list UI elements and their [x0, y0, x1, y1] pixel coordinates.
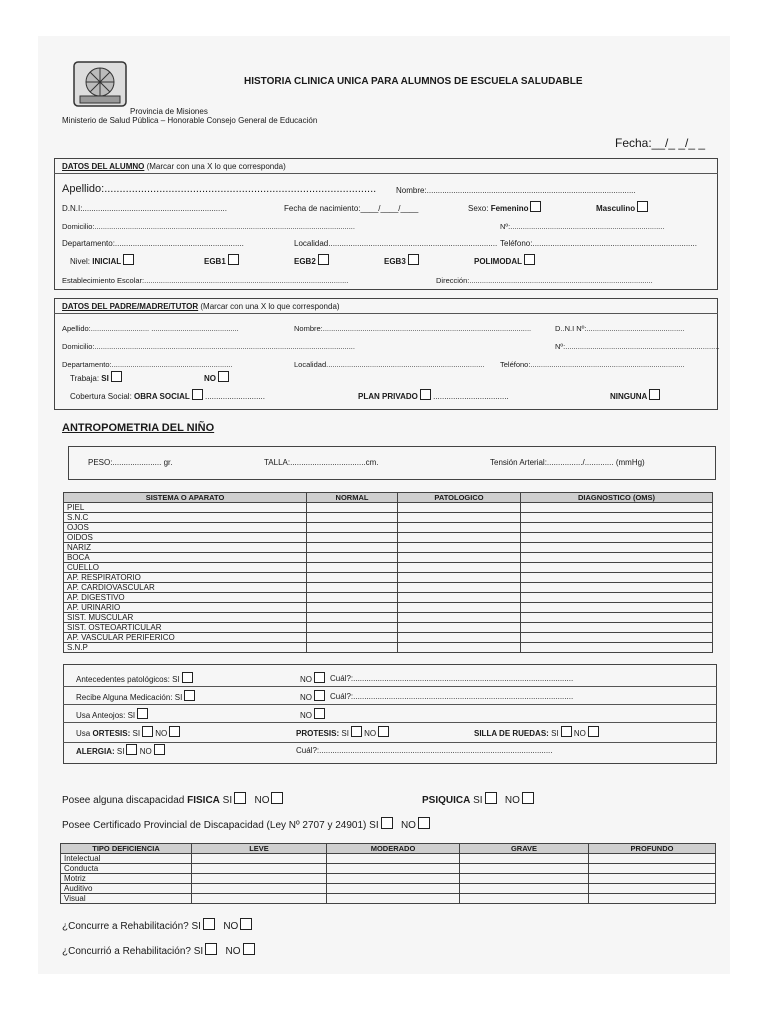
- sistema-name-cell: SIST. MUSCULAR: [64, 613, 307, 623]
- medicacion-cual-field[interactable]: Cuál?:...................................................................................................: [330, 692, 574, 701]
- protesis-label: PROTESIS:: [296, 729, 340, 738]
- sistema-name-cell: AP. DIGESTIVO: [64, 593, 307, 603]
- col-header: MODERADO: [327, 844, 460, 854]
- egb1-label: EGB1: [204, 257, 226, 266]
- ant-pat-no-checkbox[interactable]: [314, 672, 325, 683]
- table-row: [64, 593, 713, 603]
- medicacion-no-label: NO: [300, 693, 312, 702]
- trabaja-si-label: SI: [101, 374, 109, 383]
- egb1-group: [204, 254, 239, 266]
- alergia-no-checkbox[interactable]: [154, 744, 165, 755]
- patologico-cell[interactable]: [398, 623, 521, 633]
- nivel-inicial-group: [70, 254, 134, 266]
- alergia-si-checkbox[interactable]: [126, 744, 137, 755]
- trabaja-si-checkbox[interactable]: [111, 371, 122, 382]
- certificado-si-checkbox[interactable]: [381, 817, 393, 829]
- psiquica-label: PSIQUICA: [422, 795, 471, 806]
- form-title: HISTORIA CLINICA UNICA PARA ALUMNOS DE ESCUELA SALUDABLE: [244, 76, 583, 87]
- plan-privado-field[interactable]: ..................................: [433, 392, 509, 401]
- normal-cell[interactable]: [307, 503, 398, 513]
- alumno-heading: DATOS DEL ALUMNO: [62, 162, 145, 171]
- patologico-cell[interactable]: [398, 643, 521, 653]
- padre-departamento-field[interactable]: Departamento:..........................................................: [62, 360, 233, 369]
- col-header: DIAGNOSTICO (OMS): [521, 493, 713, 503]
- normal-cell[interactable]: [307, 603, 398, 613]
- egb2-checkbox[interactable]: [318, 254, 329, 265]
- establecimiento-field[interactable]: Establecimiento Escolar:..................................................................................................: [62, 276, 349, 285]
- patologico-cell[interactable]: [398, 513, 521, 523]
- protesis-no-label: NO: [364, 729, 377, 738]
- alumno-departamento-field[interactable]: Departamento:..........................................................: [62, 239, 244, 248]
- protesis-si-checkbox[interactable]: [351, 726, 362, 737]
- diagnostico-cell[interactable]: [521, 603, 713, 613]
- concurre-no-label: NO: [223, 921, 239, 932]
- table-row: [64, 603, 713, 613]
- alumno-apellido-field[interactable]: Apellido:.........................................................................................: [62, 183, 377, 195]
- polimodal-group: [474, 254, 535, 266]
- fisica-si-label: SI: [222, 795, 233, 806]
- tension-field[interactable]: Tensión Arterial:................/............. (mmHg): [490, 458, 645, 467]
- divider: [63, 704, 717, 705]
- sistema-name-cell: CUELLO: [64, 563, 307, 573]
- diagnostico-cell[interactable]: [521, 593, 713, 603]
- ninguna-checkbox[interactable]: [649, 389, 660, 400]
- inicial-label: INICIAL: [92, 257, 122, 266]
- concurrio-label: ¿Concurrió a Rehabilitación? SI: [62, 946, 204, 957]
- fisica-no-checkbox[interactable]: [271, 792, 283, 804]
- table-row: [64, 633, 713, 643]
- ant-pat-no-group: [300, 672, 325, 684]
- normal-cell[interactable]: [307, 533, 398, 543]
- moderado-cell[interactable]: [327, 884, 460, 894]
- medicacion-label: Recibe Alguna Medicación: SI: [76, 693, 183, 702]
- protesis-no-checkbox[interactable]: [378, 726, 389, 737]
- ant-pat-no-label: NO: [300, 675, 312, 684]
- deficiencia-type-cell: Motriz: [61, 874, 192, 884]
- antropometria-heading: ANTROPOMETRIA DEL NIÑO: [62, 422, 215, 434]
- medicacion-no-group: [300, 690, 325, 702]
- sistemas-header-row: [64, 493, 713, 503]
- grave-cell[interactable]: [460, 854, 589, 864]
- patologico-cell[interactable]: [398, 573, 521, 583]
- moderado-cell[interactable]: [327, 854, 460, 864]
- table-row: [61, 854, 716, 864]
- leve-cell[interactable]: [192, 874, 327, 884]
- usa-label: Usa: [76, 729, 91, 738]
- normal-cell[interactable]: [307, 633, 398, 643]
- alumno-localidad-field[interactable]: Localidad............................................................................: [294, 239, 498, 248]
- divider: [54, 173, 718, 174]
- table-row: [64, 533, 713, 543]
- crest-logo: [70, 60, 130, 110]
- grave-cell[interactable]: [460, 864, 589, 874]
- anteojos-no-group: [300, 708, 325, 720]
- alumno-direccion-field[interactable]: Dirección:........................................................................................: [436, 276, 653, 285]
- diagnostico-cell[interactable]: [521, 503, 713, 513]
- anteojos-no-checkbox[interactable]: [314, 708, 325, 719]
- plan-privado-label: PLAN PRIVADO: [358, 392, 418, 401]
- anteojos-no-label: NO: [300, 711, 312, 720]
- egb3-label: EGB3: [384, 257, 406, 266]
- cobertura-label: Cobertura Social:: [70, 392, 132, 401]
- padre-numero-field[interactable]: Nº:..........................................................................: [555, 342, 720, 351]
- table-row: [64, 643, 713, 653]
- discapacidad-label: Posee alguna discapacidad: [62, 795, 185, 806]
- table-row: [61, 884, 716, 894]
- nivel-label: Nivel:: [70, 257, 91, 266]
- polimodal-checkbox[interactable]: [524, 254, 535, 265]
- table-row: [61, 894, 716, 904]
- padre-nombre-field[interactable]: Nombre:....................................................................................................: [294, 324, 532, 333]
- table-row: [64, 573, 713, 583]
- divider: [54, 313, 718, 314]
- divider: [63, 722, 717, 723]
- sistema-name-cell: S.N.P: [64, 643, 307, 653]
- alergia-si-label: SI: [116, 747, 125, 756]
- egb2-label: EGB2: [294, 257, 316, 266]
- ortesis-no-checkbox[interactable]: [169, 726, 180, 737]
- table-row: [64, 553, 713, 563]
- province-label: Provincia de Misiones: [130, 107, 208, 116]
- fecha-field[interactable]: Fecha:__/_ _/_ _: [615, 136, 706, 150]
- grave-cell[interactable]: [460, 884, 589, 894]
- col-header: SISTEMA O APARATO: [64, 493, 307, 503]
- normal-cell[interactable]: [307, 523, 398, 533]
- protesis-group: [296, 726, 389, 738]
- grave-cell[interactable]: [460, 874, 589, 884]
- alumno-heading-note: (Marcar con una X lo que corresponda): [144, 162, 286, 171]
- diagnostico-cell[interactable]: [521, 633, 713, 643]
- diagnostico-cell[interactable]: [521, 533, 713, 543]
- anteojos-label: Usa Anteojos: SI: [76, 711, 136, 720]
- silla-si-checkbox[interactable]: [561, 726, 572, 737]
- normal-cell[interactable]: [307, 613, 398, 623]
- patologico-cell[interactable]: [398, 563, 521, 573]
- table-row: [61, 874, 716, 884]
- ninguna-label: NINGUNA: [610, 392, 648, 401]
- silla-no-label: NO: [573, 729, 586, 738]
- medicacion-no-checkbox[interactable]: [314, 690, 325, 701]
- profundo-cell[interactable]: [589, 874, 716, 884]
- plan-privado-group: [358, 389, 509, 401]
- padre-apellido-field[interactable]: Apellido:............................ ..........................................: [62, 324, 239, 333]
- normal-cell[interactable]: [307, 563, 398, 573]
- trabaja-no-group: [204, 371, 229, 383]
- deficiencia-header-row: [61, 844, 716, 854]
- patologico-cell[interactable]: [398, 613, 521, 623]
- profundo-cell[interactable]: [589, 854, 716, 864]
- moderado-cell[interactable]: [327, 874, 460, 884]
- patologico-cell[interactable]: [398, 543, 521, 553]
- psiquica-si-label: SI: [473, 795, 483, 806]
- sistema-name-cell: S.N.C: [64, 513, 307, 523]
- sistema-name-cell: NARIZ: [64, 543, 307, 553]
- concurre-si-checkbox[interactable]: [203, 918, 215, 930]
- padre-localidad-field[interactable]: Localidad............................................................................: [294, 360, 485, 369]
- normal-cell[interactable]: [307, 553, 398, 563]
- diagnostico-cell[interactable]: [521, 553, 713, 563]
- grave-cell[interactable]: [460, 894, 589, 904]
- talla-field[interactable]: TALLA:..................................cm.: [264, 458, 379, 467]
- concurrio-si-checkbox[interactable]: [205, 943, 217, 955]
- patologico-cell[interactable]: [398, 523, 521, 533]
- protesis-si-label: SI: [341, 729, 349, 738]
- normal-cell[interactable]: [307, 583, 398, 593]
- col-header: PROFUNDO: [589, 844, 716, 854]
- profundo-cell[interactable]: [589, 884, 716, 894]
- psiquica-no-label: NO: [504, 795, 520, 806]
- ortesis-si-label: SI: [132, 729, 141, 738]
- sexo-label: Sexo:: [468, 204, 489, 213]
- diagnostico-cell[interactable]: [521, 563, 713, 573]
- deficiencia-type-cell: Conducta: [61, 864, 192, 874]
- masculino-label: Masculino: [596, 204, 636, 213]
- patologico-cell[interactable]: [398, 583, 521, 593]
- alergia-label: ALERGIA:: [76, 747, 115, 756]
- discapacidad-fisica-group: [62, 792, 283, 806]
- sistema-name-cell: AP. URINARIO: [64, 603, 307, 613]
- alumno-fecha-nac-field[interactable]: Fecha de nacimiento:____/____/____: [284, 204, 419, 213]
- table-row: [64, 623, 713, 633]
- anteojos-si-checkbox[interactable]: [137, 708, 148, 719]
- padre-dni-field[interactable]: D..N.I Nº:...............................................: [555, 324, 685, 333]
- egb3-group: [384, 254, 419, 266]
- diagnostico-cell[interactable]: [521, 643, 713, 653]
- profundo-cell[interactable]: [589, 864, 716, 874]
- alergia-no-label: NO: [139, 747, 152, 756]
- concurre-label: ¿Concurre a Rehabilitación? SI: [62, 921, 201, 932]
- sistemas-table: [63, 492, 713, 653]
- alumno-domicilio-field[interactable]: Domicilio:.............................................................................................................................: [62, 222, 355, 231]
- trabaja-no-checkbox[interactable]: [218, 371, 229, 382]
- leve-cell[interactable]: [192, 894, 327, 904]
- ant-pat-label: Antecedentes patológicos: SI: [76, 675, 180, 684]
- fisica-si-checkbox[interactable]: [234, 792, 246, 804]
- patologico-cell[interactable]: [398, 553, 521, 563]
- diagnostico-cell[interactable]: [521, 583, 713, 593]
- table-row: [64, 583, 713, 593]
- obra-social-label: OBRA SOCIAL: [134, 392, 190, 401]
- plan-privado-checkbox[interactable]: [420, 389, 431, 400]
- sistema-name-cell: OIDOS: [64, 533, 307, 543]
- psiquica-no-checkbox[interactable]: [522, 792, 534, 804]
- psiquica-group: [422, 792, 534, 806]
- polimodal-label: POLIMODAL: [474, 257, 522, 266]
- leve-cell[interactable]: [192, 854, 327, 864]
- anteojos-group: [76, 708, 148, 720]
- silla-group: [474, 726, 599, 738]
- egb1-checkbox[interactable]: [228, 254, 239, 265]
- padre-heading-note: (Marcar con una X lo que corresponda): [198, 302, 340, 311]
- normal-cell[interactable]: [307, 623, 398, 633]
- table-row: [64, 613, 713, 623]
- padre-heading-line: [62, 302, 340, 311]
- padre-telefono-field[interactable]: Teléfono:..........................................................................: [500, 360, 685, 369]
- inicial-checkbox[interactable]: [123, 254, 134, 265]
- alumno-numero-field[interactable]: Nº:..........................................................................: [500, 222, 665, 231]
- femenino-checkbox[interactable]: [530, 201, 541, 212]
- table-row: [64, 513, 713, 523]
- certificado-group: [62, 817, 430, 831]
- concurrio-no-label: NO: [225, 946, 241, 957]
- silla-si-label: SI: [551, 729, 559, 738]
- diagnostico-cell[interactable]: [521, 513, 713, 523]
- sistema-name-cell: BOCA: [64, 553, 307, 563]
- ortesis-si-checkbox[interactable]: [142, 726, 153, 737]
- col-header: LEVE: [192, 844, 327, 854]
- col-header: GRAVE: [460, 844, 589, 854]
- divider: [63, 686, 717, 687]
- concurrio-group: [62, 943, 255, 957]
- alumno-dni-field[interactable]: D.N.I:.................................................................: [62, 204, 227, 213]
- sistema-name-cell: PIEL: [64, 503, 307, 513]
- alumno-heading-line: [62, 162, 286, 171]
- masculino-checkbox[interactable]: [637, 201, 648, 212]
- sistema-name-cell: OJOS: [64, 523, 307, 533]
- ant-pat-group: [76, 672, 193, 684]
- alergia-group: [76, 744, 165, 756]
- normal-cell[interactable]: [307, 513, 398, 523]
- sistema-name-cell: SIST. OSTEOARTICULAR: [64, 623, 307, 633]
- medicacion-si-checkbox[interactable]: [184, 690, 195, 701]
- table-row: [64, 503, 713, 513]
- ortesis-label: ORTESIS:: [92, 729, 131, 738]
- diagnostico-cell[interactable]: [521, 613, 713, 623]
- patologico-cell[interactable]: [398, 503, 521, 513]
- padre-heading: DATOS DEL PADRE/MADRE/TUTOR: [62, 302, 199, 311]
- egb2-group: [294, 254, 329, 266]
- divider: [63, 742, 717, 743]
- col-header: TIPO DEFICIENCIA: [61, 844, 192, 854]
- diagnostico-cell[interactable]: [521, 573, 713, 583]
- ortesis-no-label: NO: [155, 729, 168, 738]
- trabaja-label: Trabaja:: [70, 374, 100, 383]
- ant-pat-cual-field[interactable]: Cuál?:...................................................................................................: [330, 674, 574, 683]
- egb3-checkbox[interactable]: [408, 254, 419, 265]
- sistema-name-cell: AP. RESPIRATORIO: [64, 573, 307, 583]
- ortesis-group: [76, 726, 180, 738]
- deficiencia-type-cell: Intelectual: [61, 854, 192, 864]
- trabaja-si-group: [70, 371, 122, 383]
- patologico-cell[interactable]: [398, 593, 521, 603]
- col-header: NORMAL: [307, 493, 398, 503]
- patologico-cell[interactable]: [398, 633, 521, 643]
- fisica-label: FISICA: [187, 795, 220, 806]
- concurre-group: [62, 918, 252, 932]
- normal-cell[interactable]: [307, 543, 398, 553]
- leve-cell[interactable]: [192, 864, 327, 874]
- normal-cell[interactable]: [307, 573, 398, 583]
- table-row: [61, 864, 716, 874]
- certificado-no-label: NO: [400, 820, 416, 831]
- silla-label: SILLA DE RUEDAS:: [474, 729, 549, 738]
- diagnostico-cell[interactable]: [521, 623, 713, 633]
- table-row: [64, 543, 713, 553]
- moderado-cell[interactable]: [327, 894, 460, 904]
- concurrio-no-checkbox[interactable]: [243, 943, 255, 955]
- normal-cell[interactable]: [307, 643, 398, 653]
- obra-social-field[interactable]: ...........................: [204, 392, 265, 401]
- fisica-no-label: NO: [254, 795, 270, 806]
- peso-field[interactable]: PESO:...................... gr.: [88, 458, 173, 467]
- femenino-label: Femenino: [490, 204, 529, 213]
- deficiencia-table: [60, 843, 716, 904]
- deficiencia-type-cell: Auditivo: [61, 884, 192, 894]
- sistema-name-cell: AP. VASCULAR PERIFERICO: [64, 633, 307, 643]
- col-header: PATOLOGICO: [398, 493, 521, 503]
- patologico-cell[interactable]: [398, 603, 521, 613]
- trabaja-no-label: NO: [204, 374, 216, 383]
- alergia-cual-field[interactable]: Cuál?:.........................................................................................................: [296, 746, 553, 755]
- certificado-label: Posee Certificado Provincial de Discapacidad (Ley Nº 2707 y 24901) SI: [62, 820, 379, 831]
- ninguna-group: [610, 389, 660, 401]
- sexo-group: [468, 201, 541, 213]
- silla-no-checkbox[interactable]: [588, 726, 599, 737]
- sistema-name-cell: AP. CARDIOVASCULAR: [64, 583, 307, 593]
- ant-pat-si-checkbox[interactable]: [182, 672, 193, 683]
- diagnostico-cell[interactable]: [521, 523, 713, 533]
- medicacion-group: [76, 690, 195, 702]
- leve-cell[interactable]: [192, 884, 327, 894]
- concurre-no-checkbox[interactable]: [240, 918, 252, 930]
- diagnostico-cell[interactable]: [521, 543, 713, 553]
- certificado-no-checkbox[interactable]: [418, 817, 430, 829]
- psiquica-si-checkbox[interactable]: [485, 792, 497, 804]
- obra-social-group: [70, 389, 265, 401]
- normal-cell[interactable]: [307, 593, 398, 603]
- table-row: [64, 523, 713, 533]
- table-row: [64, 563, 713, 573]
- patologico-cell[interactable]: [398, 533, 521, 543]
- profundo-cell[interactable]: [589, 894, 716, 904]
- obra-social-checkbox[interactable]: [192, 389, 203, 400]
- padre-domicilio-field[interactable]: Domicilio:.............................................................................................................................: [62, 342, 355, 351]
- masculino-group: [596, 201, 648, 213]
- alumno-nombre-field[interactable]: Nombre:..............................................................................................: [396, 186, 636, 195]
- alumno-telefono-field[interactable]: Teléfono:..........................................................................: [500, 239, 697, 248]
- moderado-cell[interactable]: [327, 864, 460, 874]
- ministry-label: Ministerio de Salud Pública – Honorable Consejo General de Educación: [62, 116, 318, 125]
- deficiencia-type-cell: Visual: [61, 894, 192, 904]
